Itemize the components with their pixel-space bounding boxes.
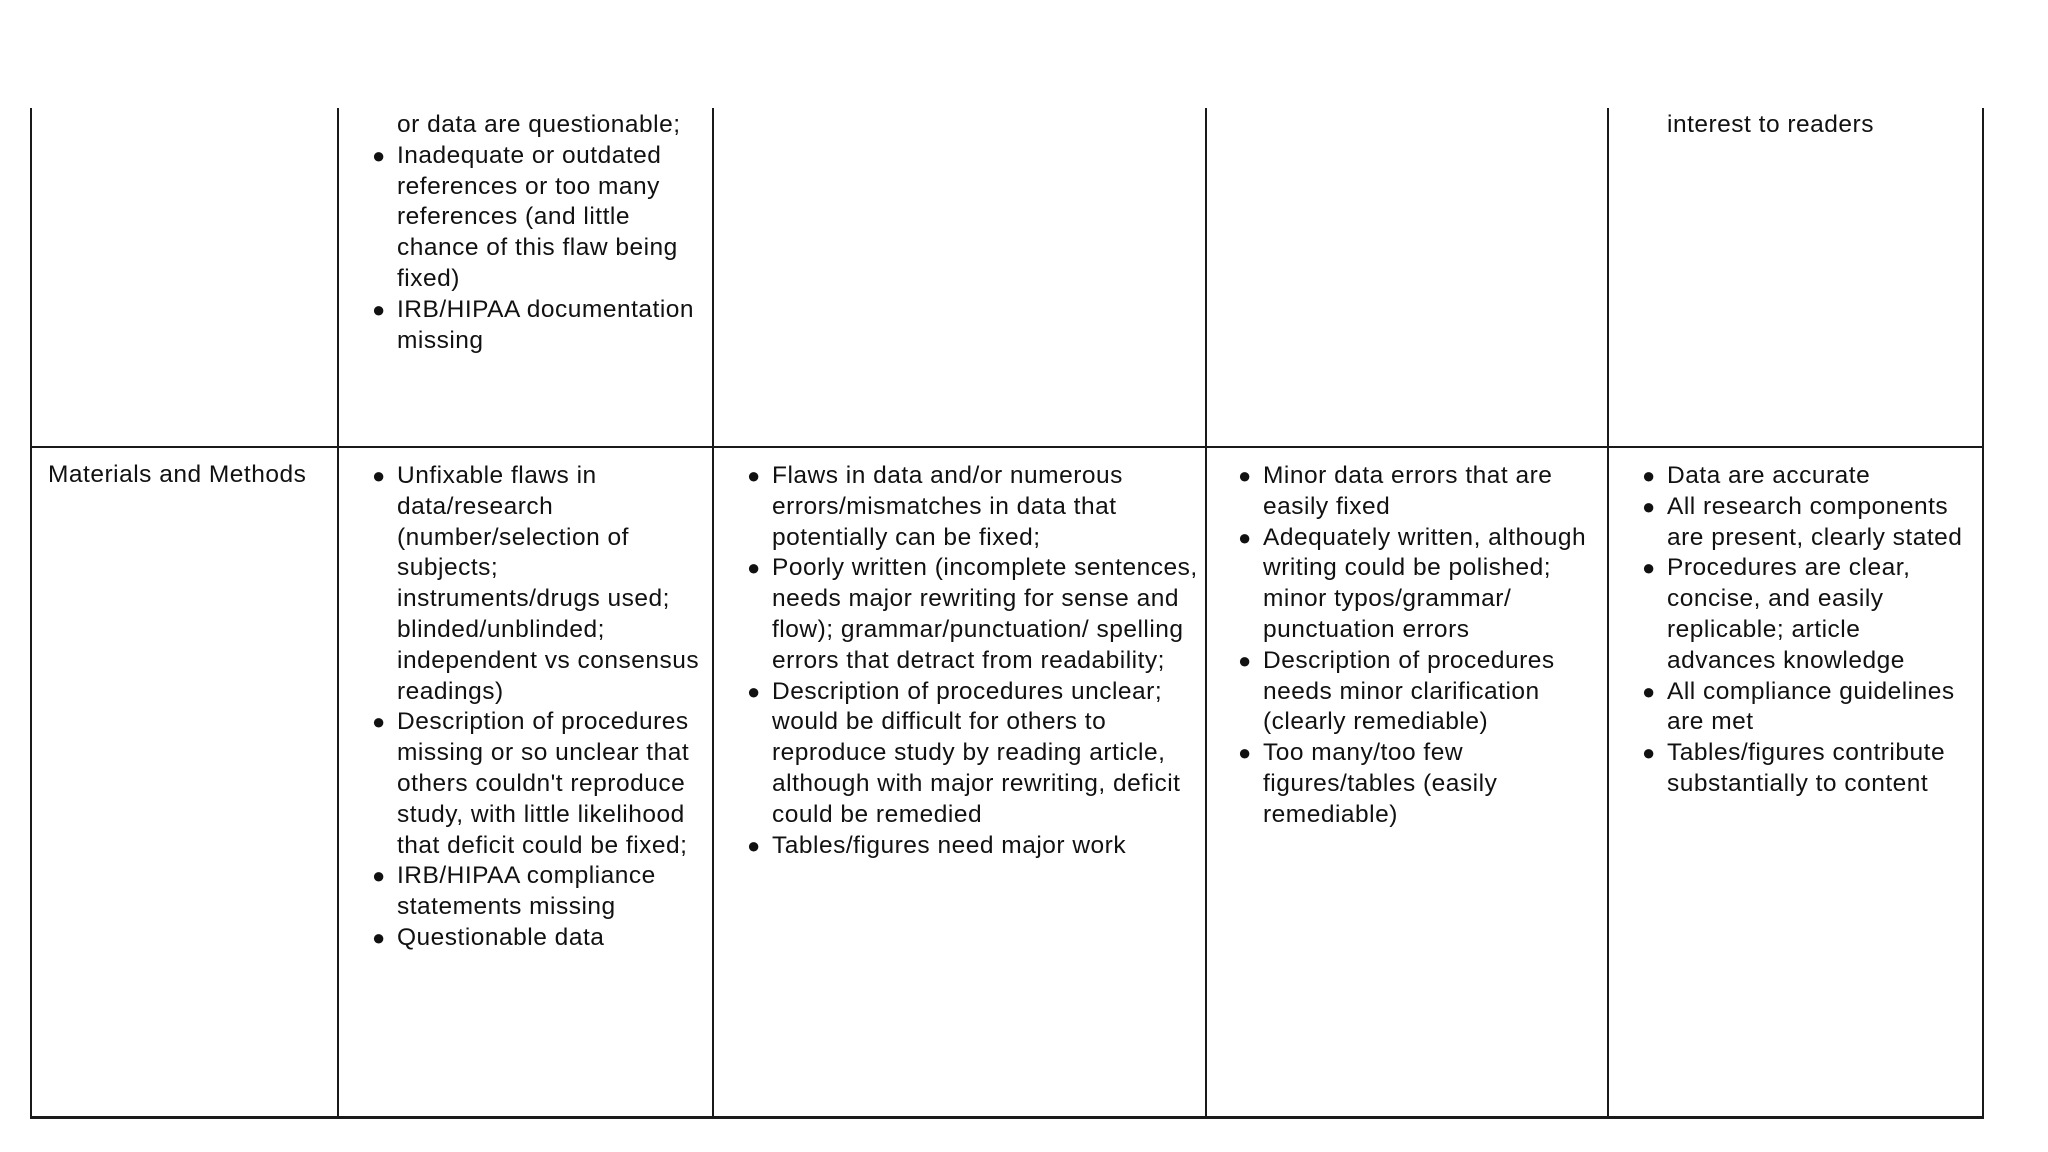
continued-text: interest to readers — [1667, 111, 1874, 138]
score-cell-3 — [1206, 447, 1608, 1118]
list-item: ● Flaws in data and/or numerous errors/mismatches in data that potentially can be fixed; — [747, 462, 1123, 551]
criterion-cell — [31, 447, 338, 1118]
list-item: ● IRB/HIPAA compliance statements missing — [372, 862, 656, 921]
bullet-icon: ● — [1642, 678, 1656, 704]
bullet-icon: ● — [372, 863, 386, 889]
list-item: ● Data are accurate — [1667, 461, 1976, 492]
criterion-cell — [31, 108, 338, 447]
list-item: ● All research components are present, clearly stated — [1642, 492, 1963, 551]
bullet-icon: ● — [372, 142, 386, 168]
list-item: ● IRB/HIPAA documentation missing — [372, 295, 695, 354]
list-item: ● Questionable data — [397, 923, 706, 954]
bullet-icon: ● — [747, 555, 761, 581]
score-cell-2 — [713, 447, 1206, 1118]
score-cell-1 — [338, 108, 713, 447]
list-item: ● Description of procedures unclear; would be difficult for others to reproduce study by reading article, although with major rewriting, deficit could be remedied — [747, 677, 1181, 828]
table-row-materials-methods — [31, 447, 1983, 1118]
score-cell-1 — [338, 447, 713, 1118]
continued-text: or data are questionable; — [397, 111, 681, 138]
list-item: ● Description of procedures needs minor clarification (clearly remediable) — [1238, 646, 1555, 736]
bullet-icon: ● — [1238, 463, 1252, 488]
bullet-icon: ● — [372, 463, 386, 488]
score-cell-2 — [713, 108, 1206, 447]
bullet-icon: ● — [1642, 555, 1656, 581]
bullet-icon: ● — [1642, 493, 1656, 519]
criteria-list — [372, 141, 706, 357]
bullet-icon: ● — [1642, 463, 1656, 488]
bullet-icon: ● — [372, 296, 386, 322]
criteria-list — [1238, 461, 1601, 831]
bullet-icon: ● — [372, 924, 386, 950]
bullet-icon: ● — [747, 832, 761, 858]
bullet-icon: ● — [372, 709, 386, 735]
list-item: ● Tables/figures contribute substantially to content — [1642, 739, 1946, 797]
rubric-table — [30, 108, 1984, 1119]
bullet-icon: ● — [747, 463, 761, 488]
criteria-list — [372, 461, 706, 954]
criterion-label: Materials and Methods — [48, 461, 307, 488]
list-item: ● All compliance guidelines are met — [1642, 677, 1955, 736]
bullet-icon: ● — [1238, 740, 1252, 766]
bullet-icon: ● — [747, 678, 761, 704]
list-item: ● Adequately written, although writing could be polished; minor typos/grammar/ punctuation errors — [1238, 523, 1587, 643]
criteria-list — [1642, 461, 1976, 800]
bullet-icon: ● — [1642, 740, 1656, 766]
score-cell-4 — [1608, 108, 1983, 447]
list-item: ● Tables/figures need major work — [772, 831, 1199, 862]
list-item: ● Inadequate or outdated references or too many references (and little chance of this flaw being fixed) — [372, 141, 678, 292]
criteria-list — [747, 461, 1199, 861]
bullet-icon: ● — [1238, 524, 1252, 550]
list-item: ● Description of procedures missing or so unclear that others couldn't reproduce study, with little likelihood that deficit could be fixed; — [372, 708, 690, 859]
criterion-label — [32, 108, 337, 120]
score-cell-3 — [1206, 108, 1608, 447]
table-row-previous — [31, 108, 1983, 447]
list-item: ● Procedures are clear, concise, and easily replicable; article advances knowledge — [1642, 554, 1911, 674]
list-item: ● Too many/too few figures/tables (easily remediable) — [1238, 739, 1498, 828]
list-item: ● Poorly written (incomplete sentences, needs major rewriting for sense and flow); grammar/punctuation/ spelling errors that detract from readability; — [747, 554, 1198, 674]
bullet-icon: ● — [1238, 647, 1252, 673]
score-cell-4 — [1608, 447, 1983, 1118]
list-item: ● Unfixable flaws in data/research (number/selection of subjects; instruments/drugs used; blinded/unblinded; independent vs consensus readings) — [372, 462, 700, 705]
list-item: ● Minor data errors that are easily fixed — [1238, 462, 1553, 520]
